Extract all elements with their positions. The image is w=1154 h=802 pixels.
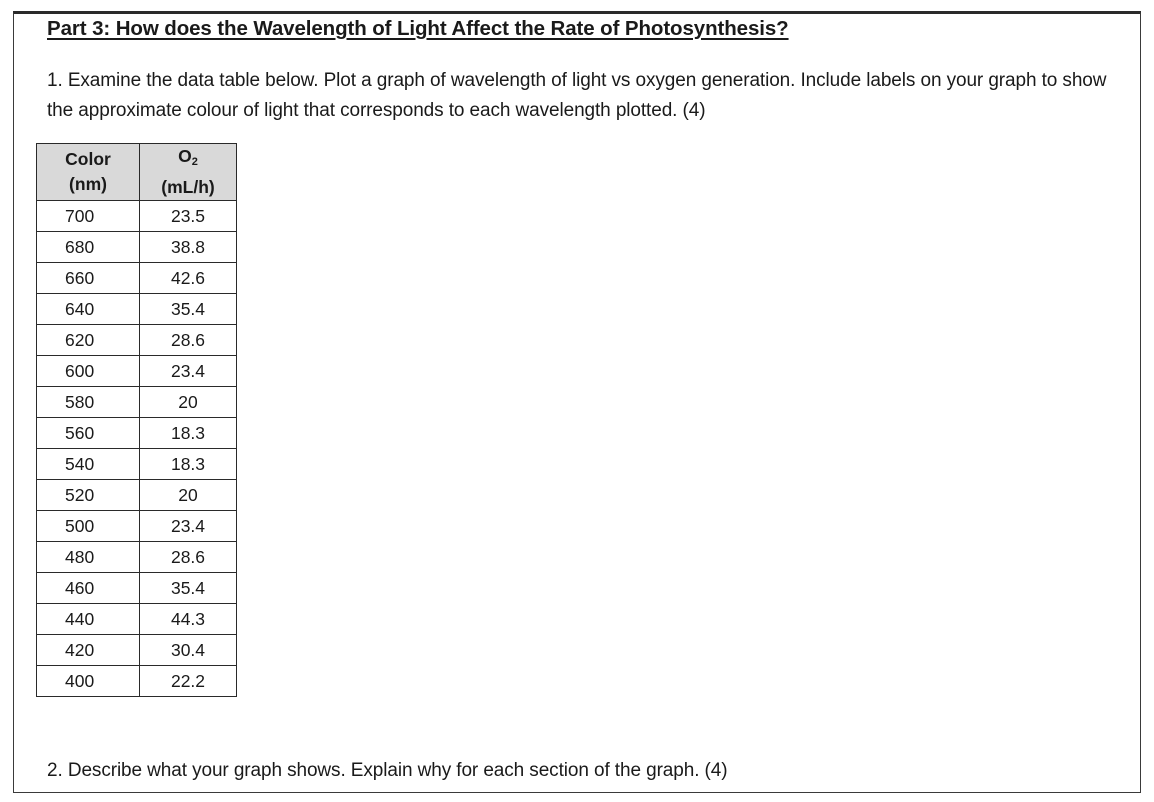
table-row [37,573,237,604]
table-row [37,604,237,635]
cell-oxygen: 22.2 [140,666,237,697]
table-row [37,511,237,542]
header-wavelength [37,144,140,201]
header-oxygen-symbol: O [178,146,192,166]
cell-oxygen: 20 [140,480,237,511]
cell-oxygen: 23.5 [140,201,237,232]
cell-oxygen: 35.4 [140,294,237,325]
header-wavelength-line2: (nm) [69,174,107,194]
table-row [37,449,237,480]
table-row [37,201,237,232]
table-row [37,232,237,263]
question-2: 2. Describe what your graph shows. Explain why for each section of the graph. (4) [47,760,728,781]
header-oxygen-line2: (mL/h) [161,177,215,197]
cell-oxygen: 28.6 [140,542,237,573]
cell-oxygen: 42.6 [140,263,237,294]
cell-oxygen: 18.3 [140,449,237,480]
table-row [37,635,237,666]
cell-wavelength: 480 [37,542,140,573]
cell-wavelength: 440 [37,604,140,635]
table-row [37,418,237,449]
table-row [37,325,237,356]
data-table [36,143,237,697]
cell-wavelength: 460 [37,573,140,604]
cell-wavelength: 620 [37,325,140,356]
cell-wavelength: 560 [37,418,140,449]
table-row [37,263,237,294]
cell-oxygen: 23.4 [140,511,237,542]
cell-wavelength: 660 [37,263,140,294]
cell-oxygen: 18.3 [140,418,237,449]
cell-wavelength: 640 [37,294,140,325]
cell-wavelength: 600 [37,356,140,387]
table-row [37,542,237,573]
question-1: 1. Examine the data table below. Plot a graph of wavelength of light vs oxygen generation. Include labels on your graph to show the approximate colour of light that corresponds to each wavelength plotted. (4) [47,70,1107,121]
cell-wavelength: 400 [37,666,140,697]
table-body [37,201,237,697]
table-row [37,387,237,418]
cell-wavelength: 520 [37,480,140,511]
table-row [37,294,237,325]
cell-oxygen: 44.3 [140,604,237,635]
cell-wavelength: 540 [37,449,140,480]
table-header-row [37,144,237,201]
cell-wavelength: 420 [37,635,140,666]
table-row [37,666,237,697]
table-row [37,356,237,387]
section-heading: Part 3: How does the Wavelength of Light Affect the Rate of Photosynthesis? [47,17,789,40]
cell-oxygen: 35.4 [140,573,237,604]
cell-wavelength: 580 [37,387,140,418]
header-oxygen-subscript: 2 [191,156,198,168]
table-row [37,480,237,511]
cell-oxygen: 30.4 [140,635,237,666]
cell-oxygen: 23.4 [140,356,237,387]
header-oxygen [140,144,237,201]
cell-oxygen: 38.8 [140,232,237,263]
cell-wavelength: 500 [37,511,140,542]
cell-oxygen: 28.6 [140,325,237,356]
cell-wavelength: 700 [37,201,140,232]
cell-wavelength: 680 [37,232,140,263]
header-wavelength-line1: Color [65,149,111,169]
cell-oxygen: 20 [140,387,237,418]
